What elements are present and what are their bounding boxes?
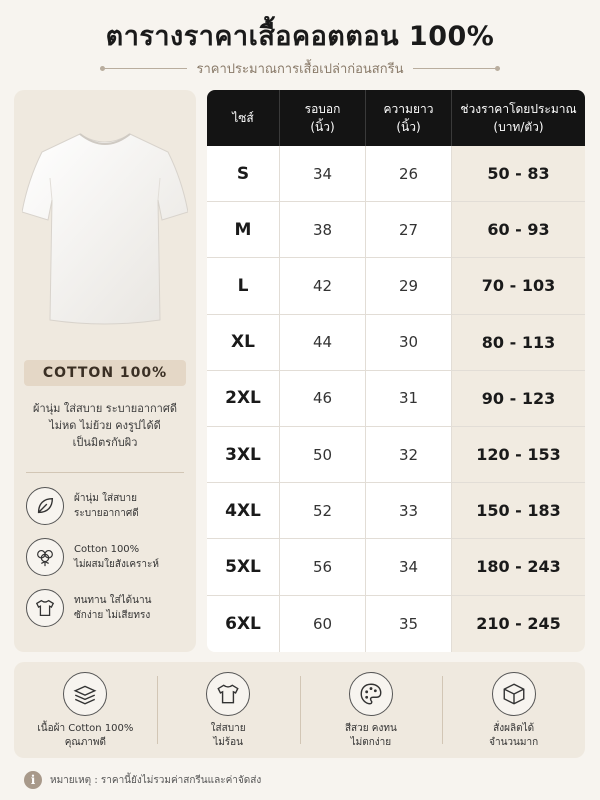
price-cell: 150 - 183 [452,483,585,538]
benefit-text: คุณภาพดี [64,737,106,748]
price-cell: 50 - 83 [452,146,585,201]
benefit-text: ไม่ร้อน [213,737,244,748]
size-cell: 3XL [207,427,280,482]
length-cell: 32 [366,427,452,482]
size-cell: 4XL [207,483,280,538]
benefit-text: ไม่ตกง่าย [350,737,392,748]
tshirt-icon [206,672,250,716]
benefit-text: เนื้อผ้า Cotton 100% [37,723,134,734]
header-length [366,90,452,146]
length-cell: 35 [366,596,452,652]
feature-text: ทนทาน ใส่ได้นาน [74,595,152,606]
feature-text: ไม่ผสมใยสังเคราะห์ [74,559,159,570]
price-table [207,90,585,652]
chest-cell: 34 [280,146,366,201]
size-cell: L [207,258,280,313]
table-row [207,258,585,314]
tshirt-icon [26,589,64,627]
benefit-color [300,662,443,758]
header-unit: (นิ้ว) [310,120,335,134]
length-cell: 27 [366,202,452,257]
cotton-badge: COTTON 100% [24,360,186,386]
palette-icon [349,672,393,716]
info-icon: i [24,771,42,789]
table-body [207,146,585,652]
table-row [207,596,585,652]
feature-text: ผ้านุ่ม ใส่สบาย [74,493,137,504]
chest-cell: 38 [280,202,366,257]
table-row [207,146,585,202]
table-row [207,483,585,539]
price-cell: 180 - 243 [452,539,585,594]
subtitle-divider-right [413,68,500,69]
table-row [207,315,585,371]
price-cell: 80 - 113 [452,315,585,370]
table-row [207,539,585,595]
header-price [452,90,585,146]
price-cell: 70 - 103 [452,258,585,313]
header-label: ไซส์ [232,111,254,125]
price-cell: 210 - 245 [452,596,585,652]
benefit-fabric [14,662,157,758]
tshirt-image [22,120,188,330]
header-size [207,90,280,146]
fabric-stack-icon [63,672,107,716]
header-chest [280,90,366,146]
benefit-text: สั่งผลิตได้ [493,723,535,734]
feature-text: ระบายอากาศดี [74,508,139,519]
benefit-bulk [442,662,585,758]
header-label: รอบอก [304,102,341,116]
price-cell: 60 - 93 [452,202,585,257]
subtitle-row [100,58,500,78]
benefits-strip [14,662,585,758]
product-description [20,400,190,451]
length-cell: 31 [366,371,452,426]
leaf-icon [26,487,64,525]
header-unit: (นิ้ว) [396,120,421,134]
feature-text: ซักง่าย ไม่เสียทรง [74,610,151,621]
page-title: ตารางราคาเสื้อคอตตอน 100% [105,21,495,52]
description-line: ไม่หด ไม่ย้วย คงรูปได้ดี [49,419,161,432]
feature-soft [26,486,192,526]
footnote [24,770,261,790]
price-cell: 120 - 153 [452,427,585,482]
size-cell: S [207,146,280,201]
benefit-text: สีสวย คงทน [344,723,397,734]
length-cell: 26 [366,146,452,201]
size-cell: 5XL [207,539,280,594]
size-cell: 6XL [207,596,280,652]
length-cell: 33 [366,483,452,538]
table-header [207,90,585,146]
length-cell: 29 [366,258,452,313]
chest-cell: 44 [280,315,366,370]
subtitle-divider-left [100,68,187,69]
table-row [207,371,585,427]
size-cell: M [207,202,280,257]
description-line: เป็นมิตรกับผิว [72,436,138,449]
table-row [207,427,585,483]
panel-divider [26,472,184,473]
chest-cell: 60 [280,596,366,652]
size-cell: XL [207,315,280,370]
chest-cell: 46 [280,371,366,426]
feature-durable [26,588,192,628]
header-label: ช่วงราคาโดยประมาณ [460,102,577,116]
benefit-comfort [157,662,300,758]
size-cell: 2XL [207,371,280,426]
product-panel [14,90,196,652]
page-subtitle: ราคาประมาณการเสื้อเปล่าก่อนสกรีน [196,61,404,77]
chest-cell: 42 [280,258,366,313]
header-label: ความยาว [383,102,434,116]
table-row [207,202,585,258]
header-unit: (บาท/ตัว) [493,120,544,134]
price-cell: 90 - 123 [452,371,585,426]
box-icon [492,672,536,716]
description-line: ผ้านุ่ม ใส่สบาย ระบายอากาศดี [33,402,177,415]
footnote-text: หมายเหตุ : ราคานี้ยังไม่รวมค่าสกรีนและค่าจัดส่ง [50,774,262,786]
benefit-text: จำนวนมาก [489,737,539,748]
feature-cotton [26,537,192,577]
chest-cell: 52 [280,483,366,538]
length-cell: 34 [366,539,452,594]
length-cell: 30 [366,315,452,370]
benefit-text: ใส่สบาย [210,723,246,734]
feature-text: Cotton 100% [74,544,140,555]
chest-cell: 50 [280,427,366,482]
chest-cell: 56 [280,539,366,594]
cotton-flower-icon [26,538,64,576]
